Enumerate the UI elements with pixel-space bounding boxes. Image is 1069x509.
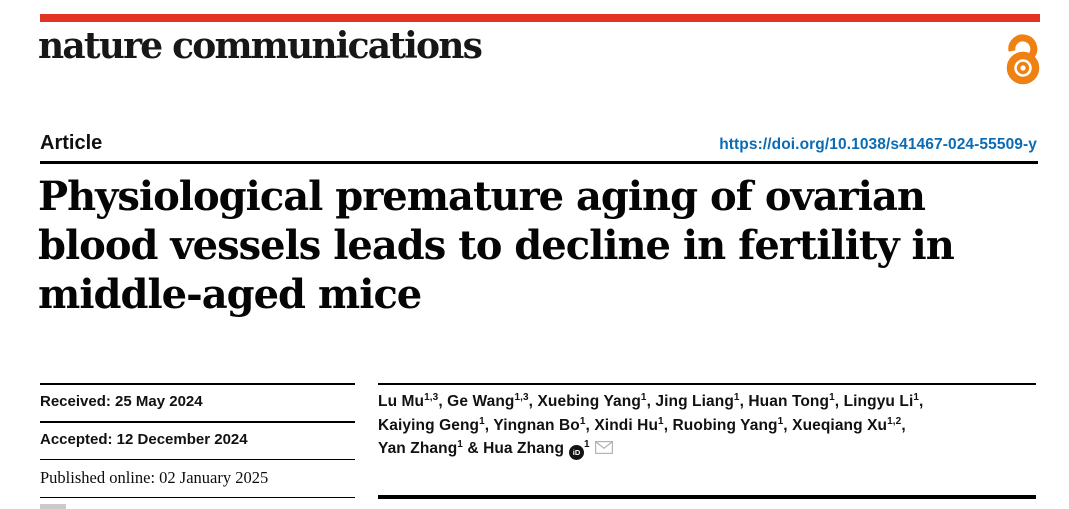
author-affiliation-superscript: 1,2 [887,415,902,427]
author-affiliation-superscript: 1 [777,415,784,427]
published-date: Published online: 02 January 2025 [40,468,269,487]
orcid-icon[interactable]: iD [569,445,584,460]
author-name: Lu Mu [378,393,425,410]
author-name: Xindi Hu [594,416,659,434]
author-name: Ruobing Yang [672,416,778,434]
author-affiliation-superscript: 1 [479,415,485,427]
author-name: Xuebing Yang [537,393,641,410]
divider [378,383,1036,385]
author-list: Lu Mu$^{1,3}$, Ge Wang$^{1,3}$, Xuebing Yang$^1$, Jing Liang$^1$, Huan Tong$^1$, Lingyu Li$^1$, Kaiying Geng$^1$, Yingnan Bo$^1$, Xindi Hu$^1$, Ruobing Yang$^1$, Xueqiang Xu$^{1,2}$, Yan Zhang$^1$ & Hua Zhang $iD^1$ [378,390,1040,462]
author-affiliation-superscript: 1 [658,415,664,427]
author-affiliation-superscript: 1 [579,415,586,427]
journal-wordmark: nature communications [38,25,482,67]
author-name: Xueqiang Xu [792,416,888,434]
author-name: Kaiying Geng [378,416,480,434]
author-affiliation-superscript: 1 [913,391,920,403]
check-for-updates-badge-partial[interactable] [40,504,66,509]
author-affiliation-superscript: 1,3 [514,391,529,403]
accepted-date: Accepted: 12 December 2024 [40,431,248,448]
author-affiliation-superscript: 1 [829,391,835,403]
author-name: Yan Zhang [378,440,458,457]
author-affiliation-superscript: 1 [457,438,463,450]
author-name: Lingyu Li [843,393,914,410]
author-name: Jing Liang [655,393,734,410]
article-type-label: Article [40,132,103,154]
author-affiliation-superscript: 1,3 [424,391,439,403]
author-affiliation-superscript: 1 [733,391,740,403]
author-affiliation-superscript: 1 [584,438,590,450]
received-date: Received: 25 May 2024 [40,393,203,410]
masthead-red-bar [40,14,1040,22]
author-name: Ge Wang [447,393,515,410]
email-envelope-icon[interactable] [595,438,613,462]
header-rule [40,161,1038,164]
abstract-top-rule [378,495,1036,499]
article-title: Physiological premature aging of ovarian blood vessels leads to decline in fertility in middle-aged mice [38,173,954,318]
divider [40,421,355,423]
doi-link[interactable]: https://doi.org/10.1038/s41467-024-55509-y [719,136,1037,153]
author-name: Yingnan Bo [493,416,580,434]
divider [40,497,355,498]
author-name: Huan Tong [748,393,830,410]
divider [40,459,355,460]
author-affiliation-superscript: 1 [640,391,647,403]
author-name: Hua Zhang [483,440,565,457]
open-access-icon [1001,31,1045,87]
divider [40,383,355,385]
